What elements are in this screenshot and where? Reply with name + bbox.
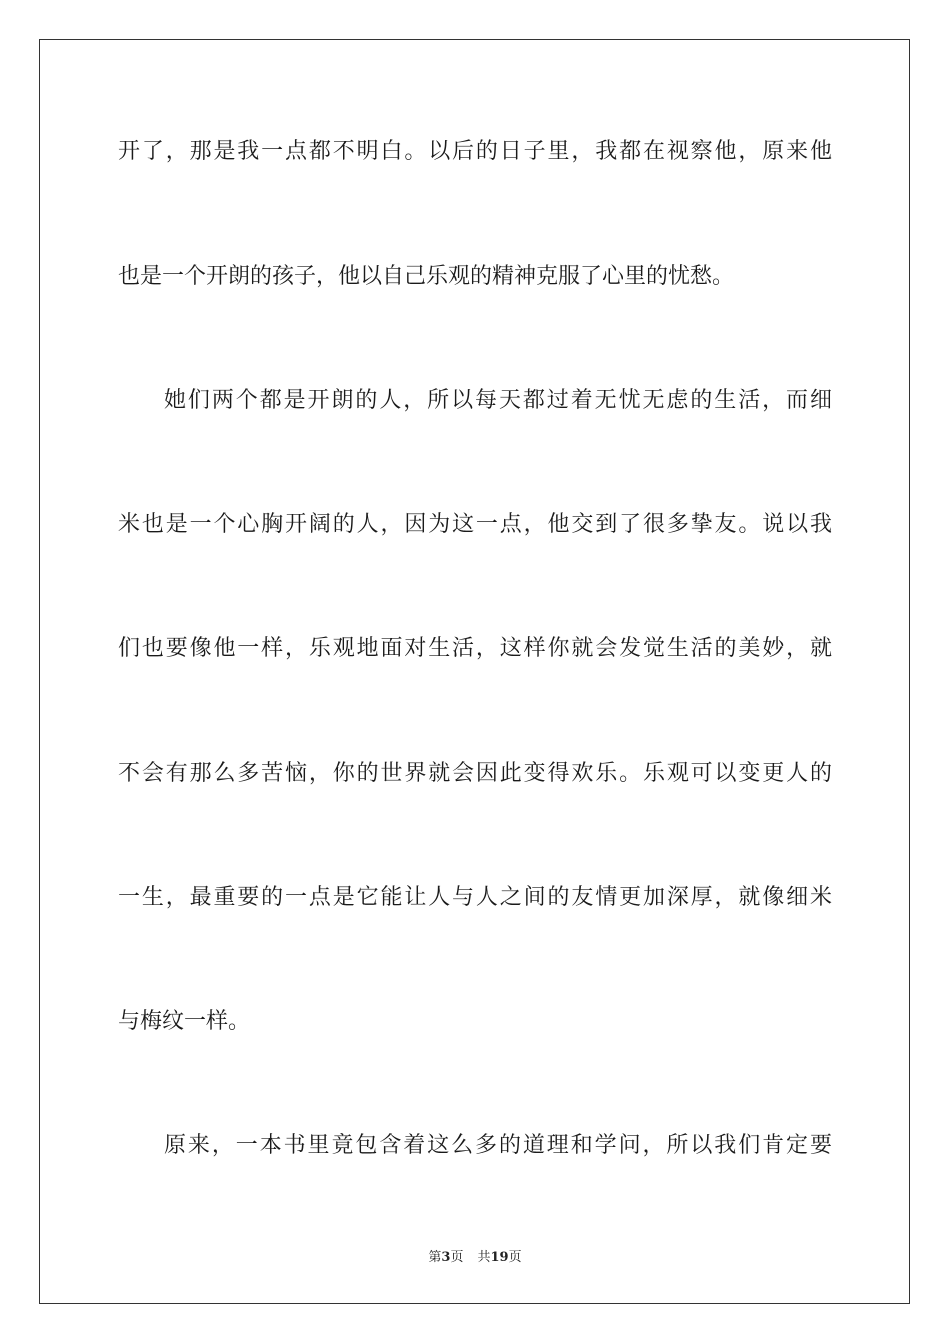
text-line-indented: 原来，一本书里竟包含着这么多的道理和学问，所以我们肯定要 (164, 1133, 832, 1158)
text-line: 开了，那是我一点都不明白。以后的日子里，我都在视察他，原来他 (118, 139, 832, 164)
page-current: 3 (441, 1250, 451, 1265)
page-footer (0, 1246, 950, 1265)
page-border (39, 39, 910, 1304)
total-suffix: 页 (508, 1250, 522, 1265)
text-line: 们也要像他一样，乐观地面对生活，这样你就会发觉生活的美妙，就 (118, 636, 832, 661)
page-total: 19 (490, 1250, 509, 1265)
page-prefix: 第 (428, 1250, 442, 1265)
text-line: 米也是一个心胸开阔的人，因为这一点，他交到了很多挚友。说以我 (118, 512, 832, 537)
text-line-indented: 她们两个都是开朗的人，所以每天都过着无忧无虑的生活，而细 (164, 388, 832, 413)
text-line: 与梅纹一样。 (118, 1009, 251, 1034)
page-suffix: 页 (450, 1250, 464, 1265)
text-line: 不会有那么多苦恼，你的世界就会因此变得欢乐。乐观可以变更人的 (118, 761, 832, 786)
total-prefix: 共 (477, 1250, 491, 1265)
text-line: 一生，最重要的一点是它能让人与人之间的友情更加深厚，就像细米 (118, 885, 832, 910)
text-line: 也是一个开朗的孩子，他以自己乐观的精神克服了心里的忧愁。 (118, 264, 735, 289)
